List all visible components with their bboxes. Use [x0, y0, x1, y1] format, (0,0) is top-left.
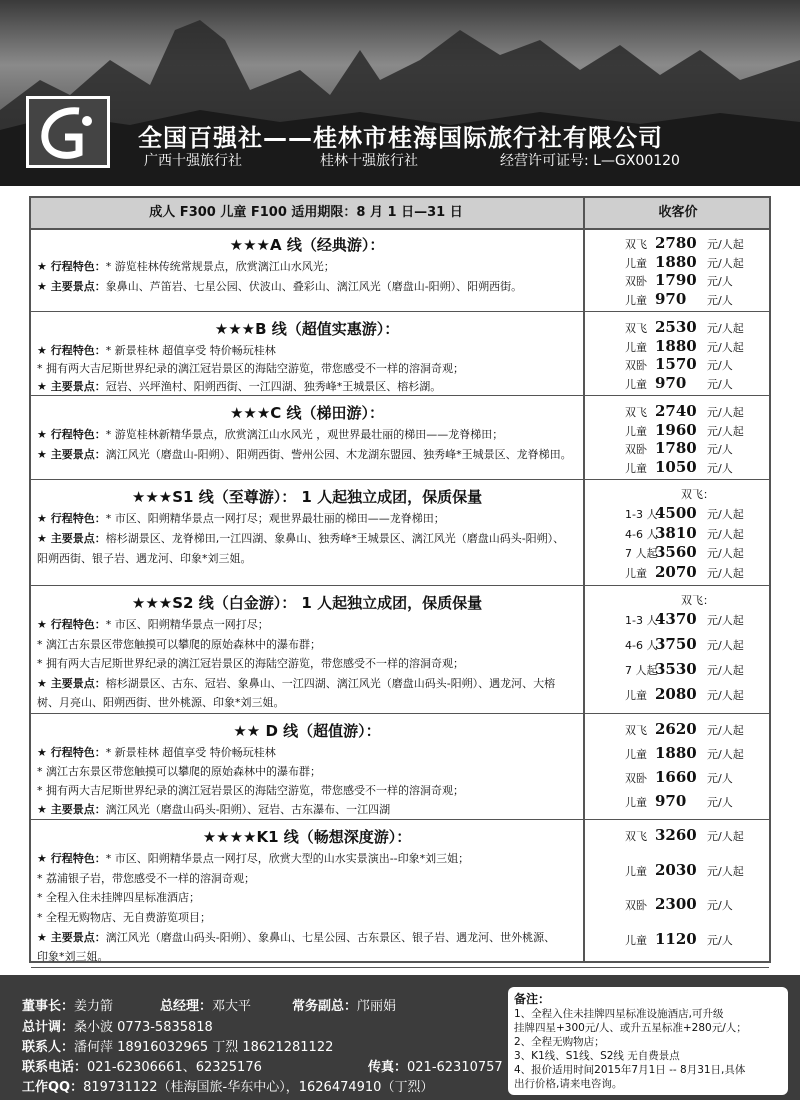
itinerary-row	[37, 278, 522, 294]
row-label: ★ 主要景点：	[37, 930, 106, 944]
price-row	[625, 290, 733, 308]
price-value: 970	[655, 792, 687, 810]
tour-line-title: ★★★S1 线（至尊游）： 1 人起独立成团，保质保量	[131, 488, 483, 506]
price-row	[625, 930, 733, 948]
itinerary-row	[37, 782, 464, 798]
honor-1: 广西十强旅行社	[144, 153, 242, 169]
price-value: 1880	[655, 336, 697, 355]
row-label: ★ 主要景点：	[37, 380, 106, 393]
price-row	[625, 635, 744, 653]
price-category: 儿童	[625, 748, 647, 761]
itinerary-row	[37, 530, 564, 546]
price-category: 1-3 人	[625, 508, 658, 521]
row-text: 漓江风光（磨盘山码头-阳朔）、冠岩、古东瀑布、一江四湖	[105, 803, 391, 816]
price-unit: 元/人起	[707, 614, 744, 627]
price-row	[625, 610, 744, 628]
itinerary-row	[37, 378, 441, 394]
price-row	[625, 660, 744, 678]
license-number: 经营许可证号: L—GX00120	[500, 153, 680, 169]
price-unit: 元/人起	[707, 406, 744, 419]
itinerary-row	[37, 342, 276, 358]
company-logo	[26, 96, 110, 168]
fax-value: 021-62310757	[407, 1060, 503, 1075]
price-row	[625, 318, 744, 336]
price-value: 1790	[655, 271, 697, 289]
price-row	[625, 271, 733, 289]
price-subheader: 双飞：	[681, 594, 714, 607]
row-text: * 漓江古东景区带您触摸可以攀爬的原始森林中的瀑布群；	[37, 637, 321, 651]
price-value: 2030	[655, 860, 697, 879]
note-item: 1、全程入住未挂牌四星标准设施酒店,可升级	[514, 1008, 724, 1020]
price-category: 双飞	[625, 238, 647, 251]
price-unit: 元/人起	[707, 508, 744, 521]
tour-line-title: ★★ D 线（超值游）：	[233, 722, 381, 740]
price-unit: 元/人	[707, 275, 733, 288]
itinerary-row	[37, 870, 255, 886]
price-value: 2530	[655, 318, 697, 336]
price-row	[625, 861, 744, 879]
itinerary-row	[37, 801, 390, 817]
tour-line-title: ★★★★K1 线（畅想深度游）：	[202, 828, 412, 846]
price-value: 1120	[655, 929, 697, 948]
row-text: 印象*刘三姐。	[37, 950, 109, 964]
price-row	[625, 374, 733, 392]
row-text: * 拥有两大吉尼斯世界纪录的漓江冠岩景区的海陆空游览，带您感受不一样的溶洞奇观；	[37, 362, 464, 375]
gm-label: 总经理：	[160, 999, 213, 1014]
row-text: 阳朔西街、银子岩、遇龙河、印象*刘三姐。	[37, 552, 252, 565]
notes-box	[508, 987, 788, 1095]
itinerary-row	[37, 763, 321, 779]
dispatch-value: 桑小波 0773-5835818	[74, 1020, 213, 1035]
price-row	[625, 895, 733, 913]
price-unit: 元/人	[707, 359, 733, 372]
tour-line-block	[31, 228, 769, 312]
itinerary-row	[37, 655, 464, 671]
price-unit: 元/人	[707, 772, 733, 785]
price-unit: 元/人起	[707, 256, 744, 270]
price-unit: 元/人起	[707, 664, 744, 677]
tour-line-title: ★★★B 线（超值实惠游）：	[214, 320, 400, 338]
row-label: ★ 主要景点：	[37, 532, 106, 545]
row-text: * 市区、阳朔精华景点一网打尽，欣赏大型的山水实景演出--印象*刘三姐；	[105, 852, 470, 865]
price-unit: 元/人起	[707, 424, 744, 438]
price-value: 3810	[655, 523, 697, 542]
tour-line-title: ★★★C 线（梯田游）：	[229, 404, 385, 422]
row-label: ★ 行程特色：	[37, 852, 106, 865]
price-value: 2070	[655, 562, 697, 581]
row-label: ★ 行程特色：	[37, 344, 106, 357]
row-text: 树、月亮山、阳朔西街、世外桃源、印象*刘三姐。	[37, 696, 285, 710]
table-header	[31, 198, 769, 230]
price-unit: 元/人起	[707, 724, 744, 737]
price-value: 1880	[655, 252, 697, 271]
price-category: 双飞	[625, 322, 647, 335]
row-label: ★ 行程特色：	[37, 746, 106, 759]
row-text: 象鼻山、芦笛岩、七星公园、伏波山、叠彩山、漓江风光（磨盘山-阳朔）、阳朔西街。	[105, 280, 523, 293]
price-row	[625, 543, 744, 561]
tour-line-block	[31, 480, 769, 586]
price-row	[625, 720, 744, 738]
price-value: 2620	[655, 720, 697, 738]
itinerary-row	[37, 550, 252, 566]
vgm-name: 邝丽娟	[357, 999, 397, 1014]
itinerary-row	[37, 675, 555, 691]
price-category: 儿童	[625, 796, 647, 809]
notes-title: 备注：	[514, 992, 551, 1006]
price-value: 4370	[655, 610, 697, 628]
row-text: * 游览桂林新精华景点，欣赏漓江山水风光 ，观世界最壮丽的梯田——龙脊梯田；	[105, 428, 504, 441]
price-unit: 元/人起	[707, 748, 744, 761]
tour-line-title: ★★★A 线（经典游）：	[229, 236, 385, 254]
price-unit: 元/人	[707, 899, 733, 912]
row-text: * 全程入住未挂牌四星标准酒店；	[37, 891, 200, 905]
price-value: 2300	[655, 895, 697, 913]
price-category: 1-3 人	[625, 614, 658, 627]
price-unit: 元/人起	[707, 639, 744, 652]
price-value: 2780	[655, 234, 697, 252]
row-text: * 市区、阳朔精华景点一网打尽；观世界最壮丽的梯田——龙脊梯田；	[105, 512, 445, 525]
itinerary-row	[37, 446, 572, 462]
price-category: 儿童	[625, 864, 647, 878]
itinerary-row	[37, 909, 211, 925]
itinerary-row	[37, 850, 469, 866]
price-row	[625, 234, 744, 252]
tour-line-block	[31, 714, 769, 820]
price-row	[625, 563, 744, 581]
price-row	[625, 402, 744, 420]
price-row	[625, 439, 733, 457]
row-label: ★ 行程特色：	[37, 260, 106, 273]
tour-line-block	[31, 396, 769, 480]
price-category: 双飞	[625, 406, 647, 419]
price-row	[625, 458, 733, 476]
tour-line-block	[31, 586, 769, 714]
price-category: 7 人起	[625, 664, 658, 677]
itinerary-row	[37, 258, 335, 274]
note-item: 出行价格,请来电咨询。	[514, 1078, 623, 1090]
price-unit: 元/人起	[707, 527, 744, 541]
itinerary-row	[37, 510, 445, 526]
note-item: 挂牌四星+300元/人、或升五星标准+280元/人；	[514, 1022, 747, 1034]
row-text: * 游览桂林传统常规景点，欣赏漓江山水风光；	[105, 260, 335, 273]
price-category: 儿童	[625, 566, 647, 580]
price-header: 收客价	[583, 198, 771, 228]
row-text: 漓江风光（磨盘山码头-阳朔）、象鼻山、七星公园、古东景区、银子岩、遇龙河、世外桃源、	[105, 930, 556, 944]
row-label: ★ 行程特色：	[37, 428, 106, 441]
row-label: ★ 行程特色：	[37, 618, 106, 631]
vgm-label: 常务副总：	[292, 999, 358, 1014]
contact-value: 潘何萍 18916032965 丁烈 18621281122	[74, 1040, 334, 1055]
itinerary-row	[37, 636, 321, 652]
tour-line-block	[31, 820, 769, 968]
price-unit: 元/人	[707, 443, 733, 456]
price-value: 3750	[655, 635, 697, 653]
price-category: 4-6 人	[625, 527, 658, 541]
row-text: * 全程无购物店、无自费游览项目；	[37, 911, 211, 924]
price-unit: 元/人	[707, 461, 733, 475]
price-category: 儿童	[625, 340, 647, 354]
validity-header: 成人 F300 儿童 F100 适用期限：8 月 1 日—31 日	[149, 205, 463, 220]
row-text: * 新景桂林 超值享受 特价畅玩桂林	[105, 746, 276, 759]
price-value: 3260	[655, 826, 697, 844]
price-value: 3560	[655, 543, 697, 561]
qq-label: 工作QQ：	[22, 1080, 84, 1095]
price-category: 儿童	[625, 933, 647, 947]
dispatch-label: 总计调：	[22, 1020, 75, 1035]
price-row	[625, 355, 733, 373]
price-unit: 元/人	[707, 377, 733, 391]
price-category: 儿童	[625, 256, 647, 270]
price-category: 双卧	[625, 899, 647, 912]
price-row	[625, 826, 744, 844]
price-category: 双飞	[625, 830, 647, 843]
price-unit: 元/人起	[707, 689, 744, 702]
itinerary-row	[37, 426, 503, 442]
price-value: 1880	[655, 744, 697, 762]
logo-g-icon	[29, 99, 107, 165]
tour-price-table	[29, 196, 771, 963]
price-value: 2740	[655, 402, 697, 420]
price-category: 儿童	[625, 689, 647, 702]
note-item: 4、报价适用时间2015年7月1日 -- 8月31日,具体	[514, 1064, 746, 1076]
row-text: * 漓江古东景区带您触摸可以攀爬的原始森林中的瀑布群；	[37, 765, 321, 778]
row-label: ★ 主要景点：	[37, 280, 106, 293]
header-banner	[0, 0, 800, 186]
price-row	[625, 253, 744, 271]
price-value: 4500	[655, 504, 697, 522]
price-unit: 元/人起	[707, 238, 744, 251]
price-subheader: 双飞：	[681, 488, 714, 501]
row-label: ★ 行程特色：	[37, 512, 106, 525]
gm-name: 邓大平	[212, 999, 252, 1014]
price-category: 双卧	[625, 275, 647, 288]
price-value: 970	[655, 289, 687, 308]
price-category: 儿童	[625, 293, 647, 307]
note-item: 2、全程无购物店；	[514, 1036, 605, 1048]
price-category: 儿童	[625, 377, 647, 391]
itinerary-row	[37, 360, 464, 376]
price-row	[625, 504, 744, 522]
price-value: 1570	[655, 355, 697, 373]
price-row	[625, 792, 733, 810]
price-category: 双卧	[625, 443, 647, 456]
itinerary-row	[37, 929, 555, 945]
price-value: 2080	[655, 685, 697, 703]
row-text: 冠岩、兴坪渔村、阳朔西街、一江四湖、独秀峰*王城景区、榕杉湖。	[105, 380, 442, 393]
price-category: 4-6 人	[625, 639, 658, 652]
price-unit: 元/人起	[707, 340, 744, 354]
price-unit: 元/人起	[707, 322, 744, 335]
row-text: * 拥有两大吉尼斯世界纪录的漓江冠岩景区的海陆空游览，带您感受不一样的溶洞奇观；	[37, 784, 464, 797]
row-text: * 荔浦银子岩，带您感受不一样的溶洞奇观；	[37, 871, 255, 885]
price-category: 双卧	[625, 772, 647, 785]
row-label: ★ 主要景点：	[37, 803, 106, 816]
row-text: 榕杉湖景区、古东、冠岩、象鼻山、一江四湖、漓江风光（磨盘山码头-阳朔）、遇龙河、大榕	[105, 676, 556, 690]
price-row	[625, 337, 744, 355]
itinerary-row	[37, 616, 269, 632]
itinerary-row	[37, 889, 200, 905]
phone-label: 联系电话：	[22, 1060, 88, 1075]
fax-label: 传真：	[368, 1060, 408, 1075]
price-row	[625, 524, 744, 542]
row-text: 漓江风光（磨盘山-阳朔）、阳朔西街、訾州公园、木龙湖东盟园、独秀峰*王城景区、龙脊梯田。	[105, 448, 572, 461]
price-category: 儿童	[625, 424, 647, 438]
row-label: ★ 主要景点：	[37, 676, 106, 690]
tour-line-title: ★★★S2 线（白金游）： 1 人起独立成团，保质保量	[131, 594, 483, 612]
row-text: * 新景桂林 超值享受 特价畅玩桂林	[105, 344, 276, 357]
phone-value: 021-62306661、62325176	[87, 1060, 262, 1075]
price-row	[625, 421, 744, 439]
row-label: ★ 主要景点：	[37, 448, 106, 461]
price-category: 双卧	[625, 359, 647, 372]
itinerary-row	[37, 948, 109, 964]
contact-label: 联系人：	[22, 1040, 75, 1055]
chair-label: 董事长：	[22, 999, 75, 1014]
note-item: 3、K1线、S1线、S2线 无自费景点	[514, 1050, 680, 1062]
qq-value: 819731122（桂海国旅-华东中心），1626474910（丁烈）	[83, 1080, 434, 1095]
price-unit: 元/人起	[707, 566, 744, 580]
price-unit: 元/人起	[707, 830, 744, 843]
price-unit: 元/人起	[707, 547, 744, 560]
price-unit: 元/人起	[707, 864, 744, 878]
price-value: 1050	[655, 457, 697, 476]
price-unit: 元/人	[707, 796, 733, 809]
company-name: 全国百强社——桂林市桂海国际旅行社有限公司	[138, 124, 663, 152]
price-value: 1960	[655, 420, 697, 439]
honor-2: 桂林十强旅行社	[320, 153, 418, 169]
price-unit: 元/人	[707, 933, 733, 947]
price-row	[625, 768, 733, 786]
itinerary-row	[37, 744, 276, 760]
price-value: 1660	[655, 768, 697, 786]
row-text: * 市区、阳朔精华景点一网打尽；	[105, 618, 269, 631]
row-text: 榕杉湖景区、龙脊梯田,一江四湖、象鼻山、独秀峰*王城景区、漓江风光（磨盘山码头-阳朔）、	[105, 532, 565, 545]
price-row	[625, 744, 744, 762]
price-row	[625, 685, 744, 703]
chair-name: 姜力箭	[74, 999, 114, 1014]
price-value: 1780	[655, 439, 697, 457]
itinerary-row	[37, 694, 285, 710]
price-category: 儿童	[625, 461, 647, 475]
price-category: 7 人起	[625, 547, 658, 560]
tour-line-block	[31, 312, 769, 396]
price-category: 双飞	[625, 724, 647, 737]
price-value: 3530	[655, 660, 697, 678]
price-unit: 元/人	[707, 293, 733, 307]
price-value: 970	[655, 373, 687, 392]
row-text: * 拥有两大吉尼斯世界纪录的漓江冠岩景区的海陆空游览，带您感受不一样的溶洞奇观；	[37, 657, 464, 671]
